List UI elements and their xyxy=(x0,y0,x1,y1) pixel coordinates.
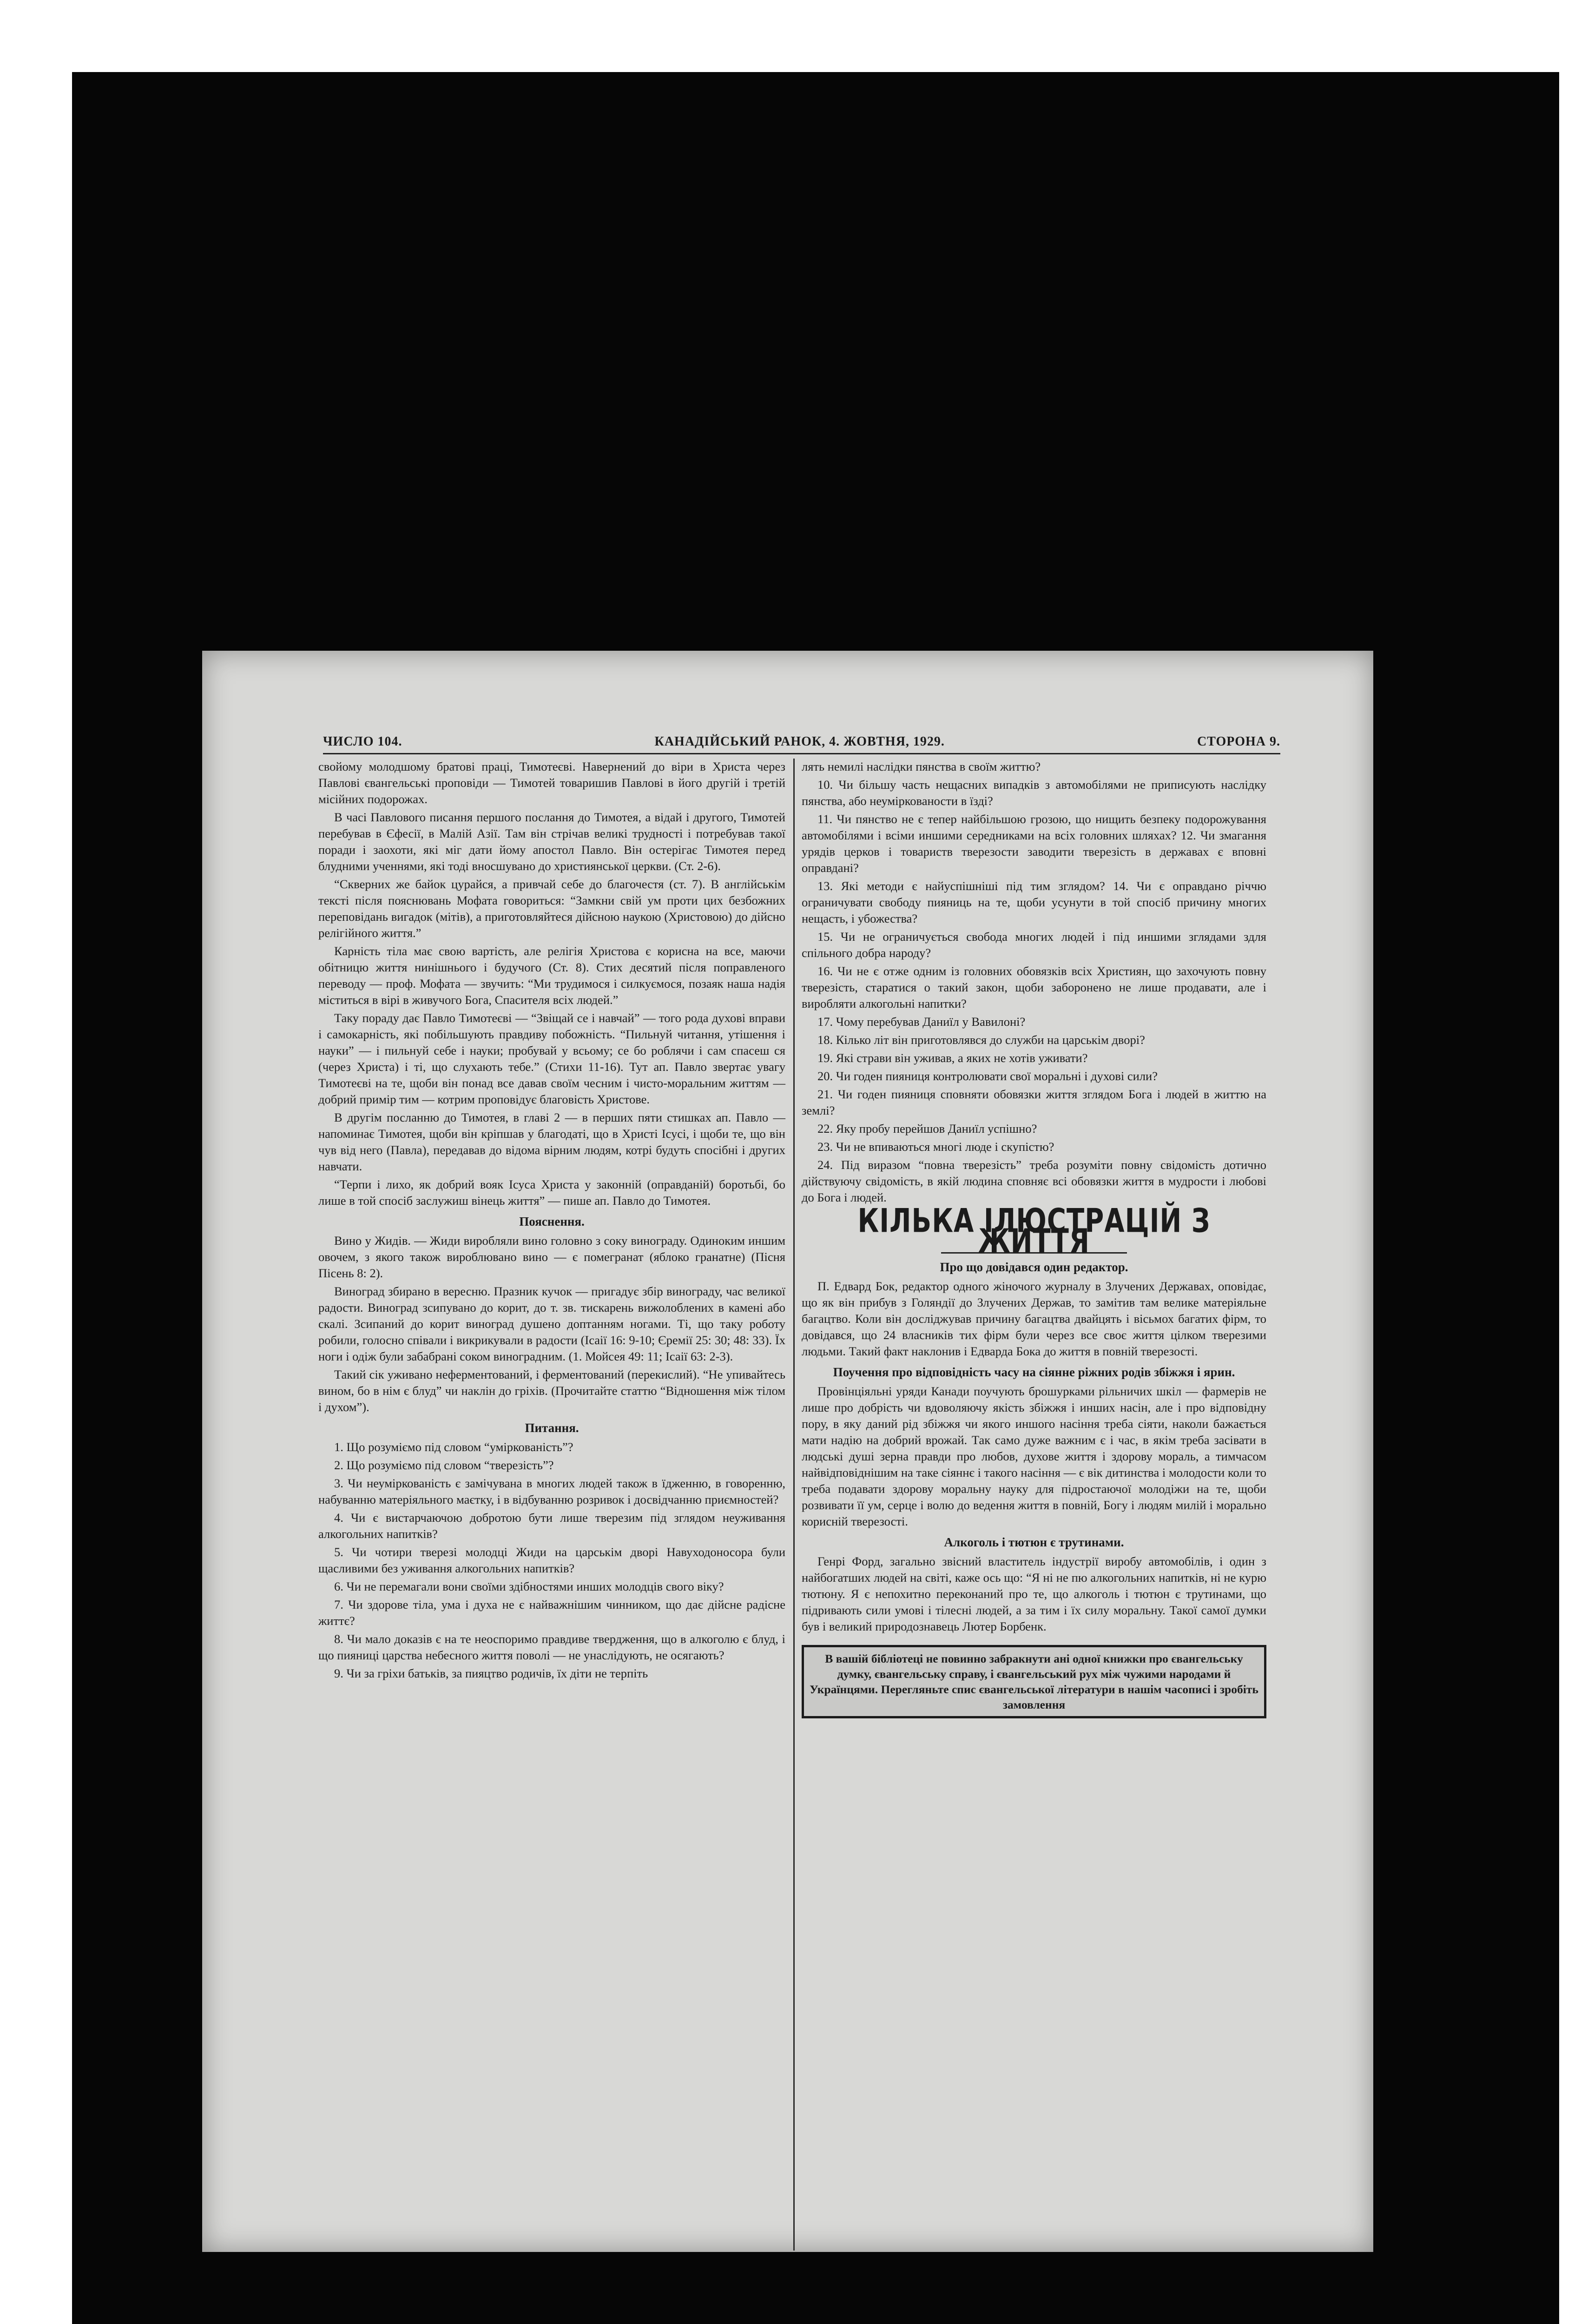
section-heading-explanation: Пояснення. xyxy=(519,1215,585,1228)
issue-number: ЧИСЛО 104. xyxy=(323,734,402,749)
question-item: 1. Що розуміємо під словом “умірковaність”? xyxy=(334,1440,573,1454)
question-item: 17. Чому перебував Даниїл у Вавилоні? xyxy=(817,1015,1026,1029)
paragraph: В часі Павлового писання першого послання до Тимотея, а відай і другого, Тимотей перебував в Єфесії, в Малій Азії. Там він стрічав великі трудності і потребував такої поради і заохоти, які міг дати йому апостол Павло. Він остерігає Тимотея перед блудними ученнями, які тоді вноcшувано до християнської церкви. (Ст. 2-6). xyxy=(318,810,785,873)
right-column xyxy=(802,759,1266,1718)
question-item: 7. Чи здорове тіла, ума і духа не є найважнішим чинником, що дає дійсне радісне життє? xyxy=(318,1598,785,1628)
question-item: 20. Чи годен пияниця контролювати свої моральні і духові сили? xyxy=(817,1069,1158,1083)
paragraph: свойому молодшому братові праці, Тимотеєві. Навернений до віри в Христа через Павлові євангельські проповіди — Тимотей товаришив Павлові в його другій і третій місійних подорожах. xyxy=(318,759,785,806)
paragraph: “Терпи і лихо, як добрий вояк Ісуса Христа у законній (оправданій) боротьбі, бо лише в той спосіб заслужиш вінець життя” — пише ап. Павло до Тимотея. xyxy=(318,1177,785,1208)
question-item: 2. Що розуміємо під словом “тверезість”? xyxy=(334,1458,554,1472)
question-item: 18. Кілько літ він приготовлявся до служби на царськім дворі? xyxy=(817,1033,1145,1047)
question-item: 11. Чи пянство не є тепер найбільшою грозою, що нищить безпеку подорожування автомобілями і всіми иншими середниками на всіх головних шляхах? 12. Чи змагання урядів церков і товариств тверезости заводити тверезість в державах є вповні оправдані? xyxy=(802,812,1266,875)
paragraph: П. Едвард Бок, редактор одного жіночого журналу в Злучених Державах, оповідає, що як він прибув з Голяндії до Злучених Держав, то замітив там велике матеріяльне багацтво. Коли він досліджував причину багацтва двайцять і вісьмох багатих фірм, то довідався, що 24 власників тих фірм були через все своє життя цілком тверезими людьми. Такий факт наклонив і Едварда Бока до життя в повній тверезості. xyxy=(802,1279,1266,1358)
page-number: СТОРОНА 9. xyxy=(1197,734,1280,749)
question-item: 16. Чи не є отже одним із головних обовязків всіх Християн, що захочують повну тверезість, старатися о такий закон, щоби заборонено не лише продавати, але і виробляти алкогольні напитки? xyxy=(802,964,1266,1010)
paragraph: В другім посланню до Тимотея, в главі 2 — в перших пяти стишках ап. Павло — напоминає Тимотея, щоби він кріпшав у благодаті, що в Христі Ісусі, і щоби те, що він чув від него (Павла), передавав до відома вірним людям, котрі будуть спосібні і других навчати. xyxy=(318,1110,785,1173)
paragraph: Карність тіла має свою вартість, але релігія Христова є корисна на все, маючи обітницю життя нинішнього і будучого (Ст. 8). Стих десятий після поправленого переводу — проф. Мофата — звучить: “Ми трудимося і силкуємося, позаяк наша надія міститься в вірі в живучого Бога, Спасителя всіх людей.” xyxy=(318,944,785,1007)
subheading-editor: Про що довідався один редактор. xyxy=(940,1260,1128,1274)
question-item: 5. Чи чотири тверезі молодці Жиди на царськім дворі Навуходоносора були щасливими без уживання алкогольних напитків? xyxy=(318,1545,785,1575)
article-title: КІЛЬКА ІЛЮСТРАЦІЙ З ЖИТТЯ xyxy=(857,1202,1211,1261)
question-item: 4. Чи є вистарчаючою добротою бути лише тверезим під зглядом неуживання алкогольних напитків? xyxy=(318,1511,785,1541)
question-item: 22. Яку пробу перейшов Даниїл успішно? xyxy=(817,1122,1037,1136)
subheading-sowing: Поучення про відповідність часу на сіянне ріжних родів збіжжя і ярин. xyxy=(833,1365,1235,1379)
subheading-alcohol-tobacco: Алкоголь і тютюн є трутинами. xyxy=(944,1535,1124,1549)
paragraph: лять немилі наслідки пянства в своїм життю? xyxy=(802,759,1041,773)
question-item: 23. Чи не впиваються многі люде і скупістю? xyxy=(817,1140,1054,1154)
section-heading-questions: Питання. xyxy=(525,1421,579,1435)
paragraph: “Скверних же байок цурайся, а привчай себе до благочестя (ст. 7). В англійськім тексті після пояснювань Мофата говориться: “Замкни свій ум проти цих безбожних переповідань вигадок (мітів), а приготовляйтеся дійсною наукою (Христовою) до дійсно релігійного життя.” xyxy=(318,877,785,940)
page-header xyxy=(323,734,1280,754)
question-item: 8. Чи мало доказів є на те неоспоримо правдиве твердження, що в алкоголю є блуд, і що пияниці царства небесного життя поволі — не унаслідують, не осягають? xyxy=(318,1632,785,1662)
masthead: КАНАДІЙСЬКИЙ РАНОК, 4. ЖОВТНЯ, 1929. xyxy=(654,734,945,749)
question-item: 6. Чи не перемагали вони своїми здібностями инших молодців свого віку? xyxy=(334,1579,724,1593)
paragraph: Вино у Жидів. — Жиди виробляли вино головно з соку винограду. Одиноким иншим овочем, з якого також вироблювано вино — є помегранат (яблоко гранатне) (Пісня Пісень 8: 2). xyxy=(318,1234,785,1280)
column-divider xyxy=(793,759,795,2251)
paragraph: Генрі Форд, загально звісний властитель індустрії виробу автомобілів, і один з найбогатших людей на світі, каже ось що: “Я ні не пю алкогольних напитків, ні не курю тютюну. Я є непохитно переконаний про те, що алкоголь і тютюн є трутинами, що підривають сили умові і тілесні людей, а за тим і їх силу моральну. Такої самої думки був і великий природознавець Лютер Борбенк. xyxy=(802,1554,1266,1633)
question-item: 13. Які методи є найуспішніші під тим зглядом? 14. Чи є оправдано річчю ограничувати свободу пияниць на те, щоби усунути в той спосіб причину многих нещасть, і убожества? xyxy=(802,879,1266,925)
question-item: 3. Чи неуміркованість є замічувана в многих людей також в їдженню, в говоренню, набуванню матеріяльного маєтку, і в відбуванню розривок і досвідчанню приємностей? xyxy=(318,1476,785,1506)
question-item: 21. Чи годен пияниця сповняти обовязки життя зглядом Бога і людей в життю на землі? xyxy=(802,1087,1266,1117)
paragraph: Провінціяльні уряди Канади поучують брошурками рільничих шкіл — фармерів не лише про добрість чи вдоволяючу якість збіжжя і инших насін, але і про відповідну пору, в яку даний рід збіжжя чи якого иншого насіння треба сіяти, наколи бажається мати надію на добрий врожай. Так само дуже важним є і час, в якім треба засівати в людські душі зерна правди про любов, духове життя і здорову мораль, а тимчасом найвідповіднішим на таке сіяннє і такого насіння — є вік дитинства і молодости коли то треба подавати здорову моральну науку для підростаючої молодіжи на те, щоби розвивати її ум, серце і волю до ведення життя в повній, Богу і людям милій і морально корисній тверезості. xyxy=(802,1384,1266,1528)
question-item: 24. Під виразом “повна тверезість” треба розуміти повну свідомість дотично дійствуючу свідомість, в якій людина сповняє всі обовязки життя в мудрости і любові до Бога і людей. xyxy=(802,1158,1266,1204)
question-item: 9. Чи за гріхи батьків, за пияцтво родичів, їх діти не терпіть xyxy=(334,1666,648,1680)
question-item: 19. Які страви він уживав, а яких не хотів уживати? xyxy=(817,1051,1088,1065)
paragraph: Виноград збирано в вересню. Празник кучок — пригадує збір винограду, час великої радости. Виноград зсипувано до корит, до т. зв. тискарень вижолоблених в камені або скалі. Зсипаний до корит виноград душено доптанням ногами. Ті, що таку роботу робили, голосно співали і викрикували в радости (Ісаії 16: 9-10; Єремії 25: 30; 48: 33). Їх ноги і одіж були забабрані соком виноградним. (1. Мойсея 49: 11; Ісаії 63: 2-3). xyxy=(318,1284,785,1363)
question-item: 10. Чи більшу часть нещасних випадків з автомобілями не приписують наслідку пянства, або неуміркованости в їзді? xyxy=(802,778,1266,808)
library-notice-box: В вашій бібліотеці не повинно забракнути ані одної книжки про євангельську думку, євангельську справу, і євангельський рух між чужими народами й Українцями. Перегляньте спис євангельської літератури в нашім часописі і зробіть замовлення xyxy=(802,1645,1266,1718)
question-item: 15. Чи не ограничується свобода многих людей і під иншими зглядами здля спільного добра народу? xyxy=(802,930,1266,960)
left-column xyxy=(318,759,785,1684)
paragraph: Таку пораду дає Павло Тимотеєві — “Звіщай се і навчай” — того рода духові вправи і самокарність, які побільшують правдиву побожність. “Пильнуй читання, утішення і науки” — і пильнуй себе і науки; пробувай у всьому; се бо роблячи і сам спасеш ся (через Христа) і ті, що слухають тебе.” (Стихи 11-16). Тут ап. Павло звертає увагу Тимотеєві на те, щоби він понад все давав своїм чесним і чисто-моральним життям — добрий примір тим — котрим проповідує благовість Христове. xyxy=(318,1011,785,1106)
newspaper-page xyxy=(202,651,1373,2252)
paragraph: Такий сік уживано неферментований, і ферментований (перекислий). “Не упивайтесь вином, бо в нім є блуд” чи наклін до гріхів. (Прочитайте статтю “Відношення між тілом і духом”). xyxy=(318,1367,785,1414)
